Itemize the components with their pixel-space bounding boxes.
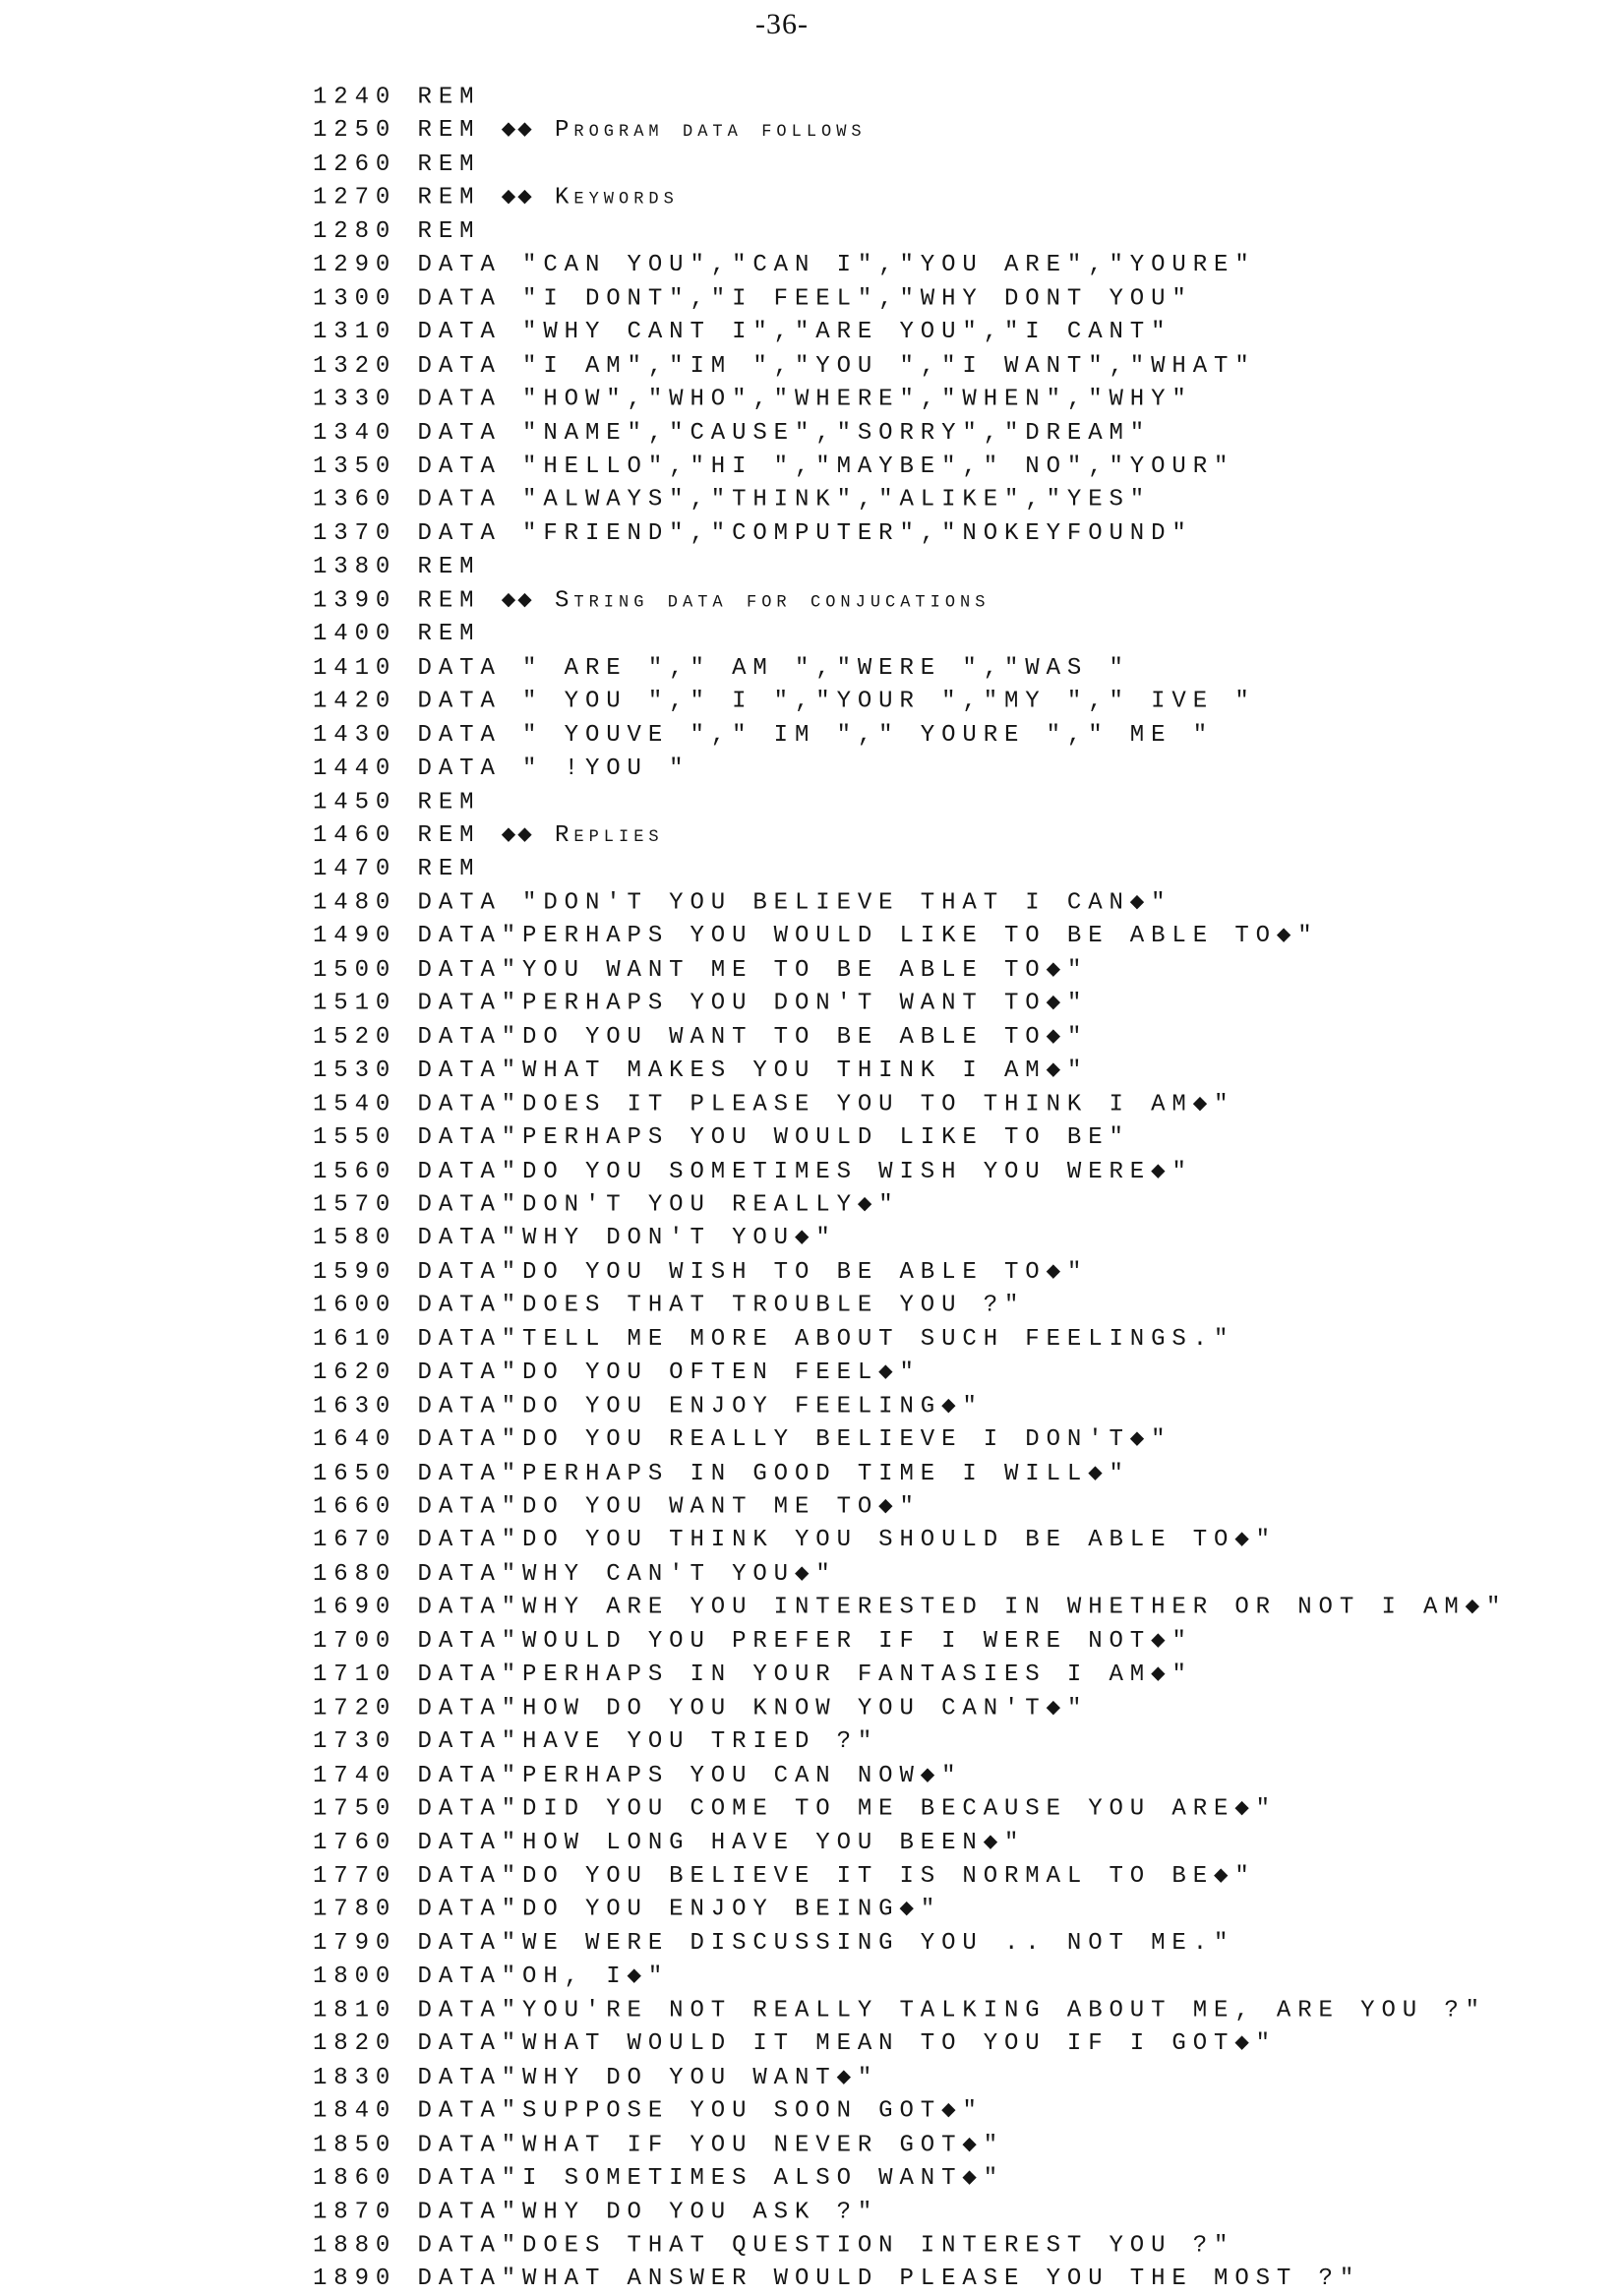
code-line — [313, 718, 1507, 752]
line-number: 1710 — [313, 1661, 397, 1689]
code-line — [313, 1557, 1507, 1591]
statement: DATA"PERHAPS YOU WOULD LIKE TO BE ABLE TO◆" — [417, 923, 1319, 950]
line-number: 1840 — [313, 2097, 397, 2125]
code-line — [313, 1323, 1507, 1357]
statement: DATA"WHAT MAKES YOU THINK I AM◆" — [417, 1057, 1089, 1085]
line-number: 1560 — [313, 1157, 397, 1185]
statement: DATA"DO YOU BELIEVE IT IS NORMAL TO BE◆" — [417, 1862, 1256, 1891]
line-number: 1870 — [313, 2198, 397, 2226]
statement: DATA"WHAT ANSWER WOULD PLEASE YOU THE MOST ?" — [417, 2266, 1361, 2293]
statement: DATA " !YOU " — [417, 755, 690, 783]
line-number: 1690 — [313, 1594, 397, 1622]
line-number: 1300 — [313, 284, 397, 313]
code-line — [313, 1055, 1507, 1088]
statement: DATA"SUPPOSE YOU SOON GOT◆" — [417, 2097, 984, 2125]
statement: DATA"WOULD YOU PREFER IF I WERE NOT◆" — [417, 1627, 1193, 1656]
code-line — [313, 483, 1507, 516]
line-number: 1470 — [313, 855, 397, 883]
line-number: 1460 — [313, 821, 397, 850]
line-number: 1250 — [313, 117, 397, 145]
line-number: 1430 — [313, 721, 397, 749]
statement: DATA " ARE "," AM ","WERE ","WAS " — [417, 654, 1130, 682]
statement: DATA " YOUVE "," IM "," YOURE "," ME " — [417, 721, 1215, 749]
code-line — [313, 685, 1507, 718]
line-number: 1340 — [313, 419, 397, 447]
statement: DATA"DO YOU WISH TO BE ABLE TO◆" — [417, 1258, 1089, 1286]
code-line — [313, 416, 1507, 450]
statement: DATA"OH, I◆" — [417, 1963, 670, 1991]
line-number: 1490 — [313, 923, 397, 950]
statement: DATA"HOW LONG HAVE YOU BEEN◆" — [417, 1829, 1026, 1856]
code-line — [313, 2162, 1507, 2196]
code-line — [313, 618, 1507, 651]
statement: REM — [417, 117, 481, 145]
line-number: 1420 — [313, 688, 397, 715]
code-line — [313, 1289, 1507, 1322]
statement: DATA"DO YOU ENJOY BEING◆" — [417, 1896, 942, 1924]
line-number: 1370 — [313, 519, 397, 548]
statement: DATA"TELL ME MORE ABOUT SUCH FEELINGS." — [417, 1325, 1235, 1354]
code-line — [313, 1121, 1507, 1155]
code-line — [313, 282, 1507, 316]
line-number: 1410 — [313, 654, 397, 682]
basic-program-listing — [313, 81, 1507, 2296]
line-number: 1670 — [313, 1527, 397, 1554]
page-number: -36- — [755, 8, 809, 40]
statement: DATA "ALWAYS","THINK","ALIKE","YES" — [417, 486, 1152, 514]
statement: REM — [417, 855, 481, 883]
statement: DATA"PERHAPS YOU WOULD LIKE TO BE" — [417, 1123, 1130, 1152]
code-line — [313, 1423, 1507, 1457]
line-number: 1550 — [313, 1123, 397, 1152]
code-line — [313, 584, 1507, 618]
statement: DATA " YOU "," I ","YOUR ","MY "," IVE " — [417, 688, 1256, 715]
statement: REM — [417, 586, 481, 615]
code-line — [313, 349, 1507, 383]
line-number: 1730 — [313, 1728, 397, 1756]
statement: DATA "HOW","WHO","WHERE","WHEN","WHY" — [417, 386, 1193, 413]
statement: DATA"PERHAPS YOU DON'T WANT TO◆" — [417, 990, 1089, 1017]
line-number: 1500 — [313, 956, 397, 984]
code-line — [313, 2229, 1507, 2263]
line-number: 1640 — [313, 1425, 397, 1454]
line-number: 1830 — [313, 2064, 397, 2091]
line-number: 1330 — [313, 386, 397, 413]
line-number: 1390 — [313, 586, 397, 615]
line-number: 1890 — [313, 2266, 397, 2293]
code-line — [313, 886, 1507, 920]
statement: DATA"DO YOU REALLY BELIEVE I DON'T◆" — [417, 1425, 1172, 1454]
line-number: 1530 — [313, 1057, 397, 1085]
line-number: 1680 — [313, 1560, 397, 1588]
rem-comment: String data for conjucations — [554, 586, 991, 615]
statement: REM — [417, 821, 481, 850]
code-line — [313, 2263, 1507, 2296]
statement: DATA "NAME","CAUSE","SORRY","DREAM" — [417, 419, 1152, 447]
statement: DATA"HOW DO YOU KNOW YOU CAN'T◆" — [417, 1694, 1089, 1722]
code-line — [313, 2027, 1507, 2061]
statement: DATA"DOES THAT QUESTION INTEREST YOU ?" — [417, 2231, 1235, 2260]
code-line — [313, 1490, 1507, 1524]
statement: DATA "I AM","IM ","YOU ","I WANT","WHAT" — [417, 352, 1256, 380]
statement: DATA"WHY DO YOU WANT◆" — [417, 2064, 879, 2091]
statement: DATA"DOES IT PLEASE YOU TO THINK I AM◆" — [417, 1090, 1235, 1118]
rem-comment: Keywords — [554, 184, 679, 211]
statement: DATA "DON'T YOU BELIEVE THAT I CAN◆" — [417, 888, 1172, 917]
statement: DATA"DO YOU SOMETIMES WISH YOU WERE◆" — [417, 1157, 1193, 1185]
code-line — [313, 148, 1507, 181]
statement: DATA "FRIEND","COMPUTER","NOKEYFOUND" — [417, 519, 1193, 548]
code-line — [313, 2061, 1507, 2094]
line-number: 1450 — [313, 788, 397, 816]
code-line — [313, 1692, 1507, 1725]
rem-comment: Replies — [554, 821, 664, 850]
line-number: 1380 — [313, 553, 397, 581]
line-number: 1790 — [313, 1929, 397, 1958]
code-line — [313, 1725, 1507, 1759]
line-number: 1850 — [313, 2131, 397, 2159]
line-number: 1770 — [313, 1862, 397, 1891]
code-line — [313, 2128, 1507, 2161]
statement: DATA"I SOMETIMES ALSO WANT◆" — [417, 2164, 1005, 2193]
rem-comment: Program data follows — [554, 117, 867, 145]
code-line — [313, 1927, 1507, 1961]
statement: DATA"DO YOU OFTEN FEEL◆" — [417, 1359, 921, 1387]
line-number: 1440 — [313, 755, 397, 783]
line-number: 1600 — [313, 1292, 397, 1319]
code-line — [313, 1792, 1507, 1826]
line-number: 1650 — [313, 1460, 397, 1487]
double-diamond-icon: ◆◆ — [501, 184, 534, 211]
line-number: 1810 — [313, 1997, 397, 2024]
statement: REM — [417, 621, 481, 648]
line-number: 1510 — [313, 990, 397, 1017]
statement: REM — [417, 151, 481, 178]
code-line — [313, 1524, 1507, 1557]
line-number: 1260 — [313, 151, 397, 178]
line-number: 1590 — [313, 1258, 397, 1286]
line-number: 1610 — [313, 1325, 397, 1354]
statement: DATA"WHAT IF YOU NEVER GOT◆" — [417, 2131, 1005, 2159]
code-line — [313, 1961, 1507, 1994]
line-number: 1320 — [313, 352, 397, 380]
line-number: 1520 — [313, 1023, 397, 1052]
code-line — [313, 517, 1507, 551]
line-number: 1760 — [313, 1829, 397, 1856]
statement: DATA"HAVE YOU TRIED ?" — [417, 1728, 879, 1756]
line-number: 1580 — [313, 1225, 397, 1252]
line-number: 1780 — [313, 1896, 397, 1924]
statement: REM — [417, 788, 481, 816]
statement: DATA"WHY ARE YOU INTERESTED IN WHETHER OR NOT I AM◆" — [417, 1594, 1508, 1622]
code-line — [313, 651, 1507, 685]
code-line — [313, 752, 1507, 785]
line-number: 1270 — [313, 184, 397, 211]
code-line — [313, 249, 1507, 282]
statement: REM — [417, 84, 481, 111]
code-line — [313, 1020, 1507, 1054]
code-line — [313, 1222, 1507, 1255]
line-number: 1720 — [313, 1694, 397, 1722]
line-number: 1800 — [313, 1963, 397, 1991]
code-line — [313, 819, 1507, 853]
line-number: 1700 — [313, 1627, 397, 1656]
code-line — [313, 450, 1507, 483]
code-line — [313, 1155, 1507, 1188]
code-line — [313, 1390, 1507, 1423]
line-number: 1630 — [313, 1392, 397, 1420]
line-number: 1570 — [313, 1191, 397, 1219]
code-line — [313, 987, 1507, 1020]
code-line — [313, 1591, 1507, 1624]
double-diamond-icon: ◆◆ — [501, 821, 534, 850]
code-line — [313, 1826, 1507, 1859]
statement: DATA"DID YOU COME TO ME BECAUSE YOU ARE◆" — [417, 1795, 1277, 1823]
statement: DATA"PERHAPS IN YOUR FANTASIES I AM◆" — [417, 1661, 1193, 1689]
comment-marker-wrap — [480, 184, 678, 211]
comment-marker-wrap — [480, 587, 990, 615]
code-line — [313, 953, 1507, 987]
line-number: 1880 — [313, 2231, 397, 2260]
line-number: 1240 — [313, 84, 397, 111]
line-number: 1400 — [313, 621, 397, 648]
statement: DATA "HELLO","HI ","MAYBE"," NO","YOUR" — [417, 453, 1235, 480]
line-number: 1740 — [313, 1762, 397, 1789]
statement: DATA"DO YOU WANT TO BE ABLE TO◆" — [417, 1023, 1089, 1052]
statement: DATA"PERHAPS YOU CAN NOW◆" — [417, 1762, 963, 1789]
code-line — [313, 1357, 1507, 1390]
statement: REM — [417, 217, 481, 246]
code-line — [313, 1255, 1507, 1289]
statement: DATA"WHY DON'T YOU◆" — [417, 1225, 837, 1252]
code-line — [313, 1759, 1507, 1792]
line-number: 1360 — [313, 486, 397, 514]
code-line — [313, 316, 1507, 349]
line-number: 1540 — [313, 1090, 397, 1118]
line-number: 1350 — [313, 453, 397, 480]
statement: DATA"DO YOU ENJOY FEELING◆" — [417, 1392, 984, 1420]
statement: DATA"WHY CAN'T YOU◆" — [417, 1560, 837, 1588]
double-diamond-icon: ◆◆ — [501, 586, 534, 615]
comment-marker-wrap — [480, 117, 866, 145]
code-line — [313, 214, 1507, 248]
code-line — [313, 1994, 1507, 2027]
code-line — [313, 2196, 1507, 2229]
statement: REM — [417, 184, 481, 211]
statement: DATA"DO YOU WANT ME TO◆" — [417, 1493, 921, 1521]
statement: DATA"WHAT WOULD IT MEAN TO YOU IF I GOT◆" — [417, 2030, 1277, 2058]
code-line — [313, 786, 1507, 819]
code-line — [313, 81, 1507, 114]
statement: DATA"YOU WANT ME TO BE ABLE TO◆" — [417, 956, 1089, 984]
code-line — [313, 551, 1507, 584]
code-line — [313, 383, 1507, 416]
code-line — [313, 2094, 1507, 2128]
comment-marker-wrap — [480, 822, 663, 850]
double-diamond-icon: ◆◆ — [501, 117, 534, 145]
statement: DATA"DON'T YOU REALLY◆" — [417, 1191, 900, 1219]
line-number: 1750 — [313, 1795, 397, 1823]
line-number: 1310 — [313, 318, 397, 346]
code-line — [313, 1894, 1507, 1927]
code-line — [313, 1088, 1507, 1121]
line-number: 1290 — [313, 251, 397, 279]
statement: DATA "I DONT","I FEEL","WHY DONT YOU" — [417, 284, 1193, 313]
statement: DATA"WE WERE DISCUSSING YOU .. NOT ME." — [417, 1929, 1235, 1958]
code-line — [313, 114, 1507, 148]
code-line — [313, 1188, 1507, 1222]
code-line — [313, 1659, 1507, 1692]
line-number: 1480 — [313, 888, 397, 917]
code-line — [313, 1457, 1507, 1490]
line-number: 1860 — [313, 2164, 397, 2193]
line-number: 1280 — [313, 217, 397, 246]
statement: DATA"DOES THAT TROUBLE YOU ?" — [417, 1292, 1026, 1319]
code-line — [313, 181, 1507, 214]
statement: DATA"DO YOU THINK YOU SHOULD BE ABLE TO◆" — [417, 1527, 1277, 1554]
statement: DATA"PERHAPS IN GOOD TIME I WILL◆" — [417, 1460, 1130, 1487]
line-number: 1660 — [313, 1493, 397, 1521]
statement: DATA"WHY DO YOU ASK ?" — [417, 2198, 879, 2226]
code-line — [313, 1859, 1507, 1893]
code-line — [313, 853, 1507, 886]
statement: DATA "CAN YOU","CAN I","YOU ARE","YOURE" — [417, 251, 1256, 279]
statement: REM — [417, 553, 481, 581]
line-number: 1620 — [313, 1359, 397, 1387]
line-number: 1820 — [313, 2030, 397, 2058]
code-line — [313, 1625, 1507, 1659]
statement: DATA"YOU'RE NOT REALLY TALKING ABOUT ME, ARE YOU ?" — [417, 1997, 1486, 2024]
statement: DATA "WHY CANT I","ARE YOU","I CANT" — [417, 318, 1172, 346]
code-line — [313, 920, 1507, 953]
